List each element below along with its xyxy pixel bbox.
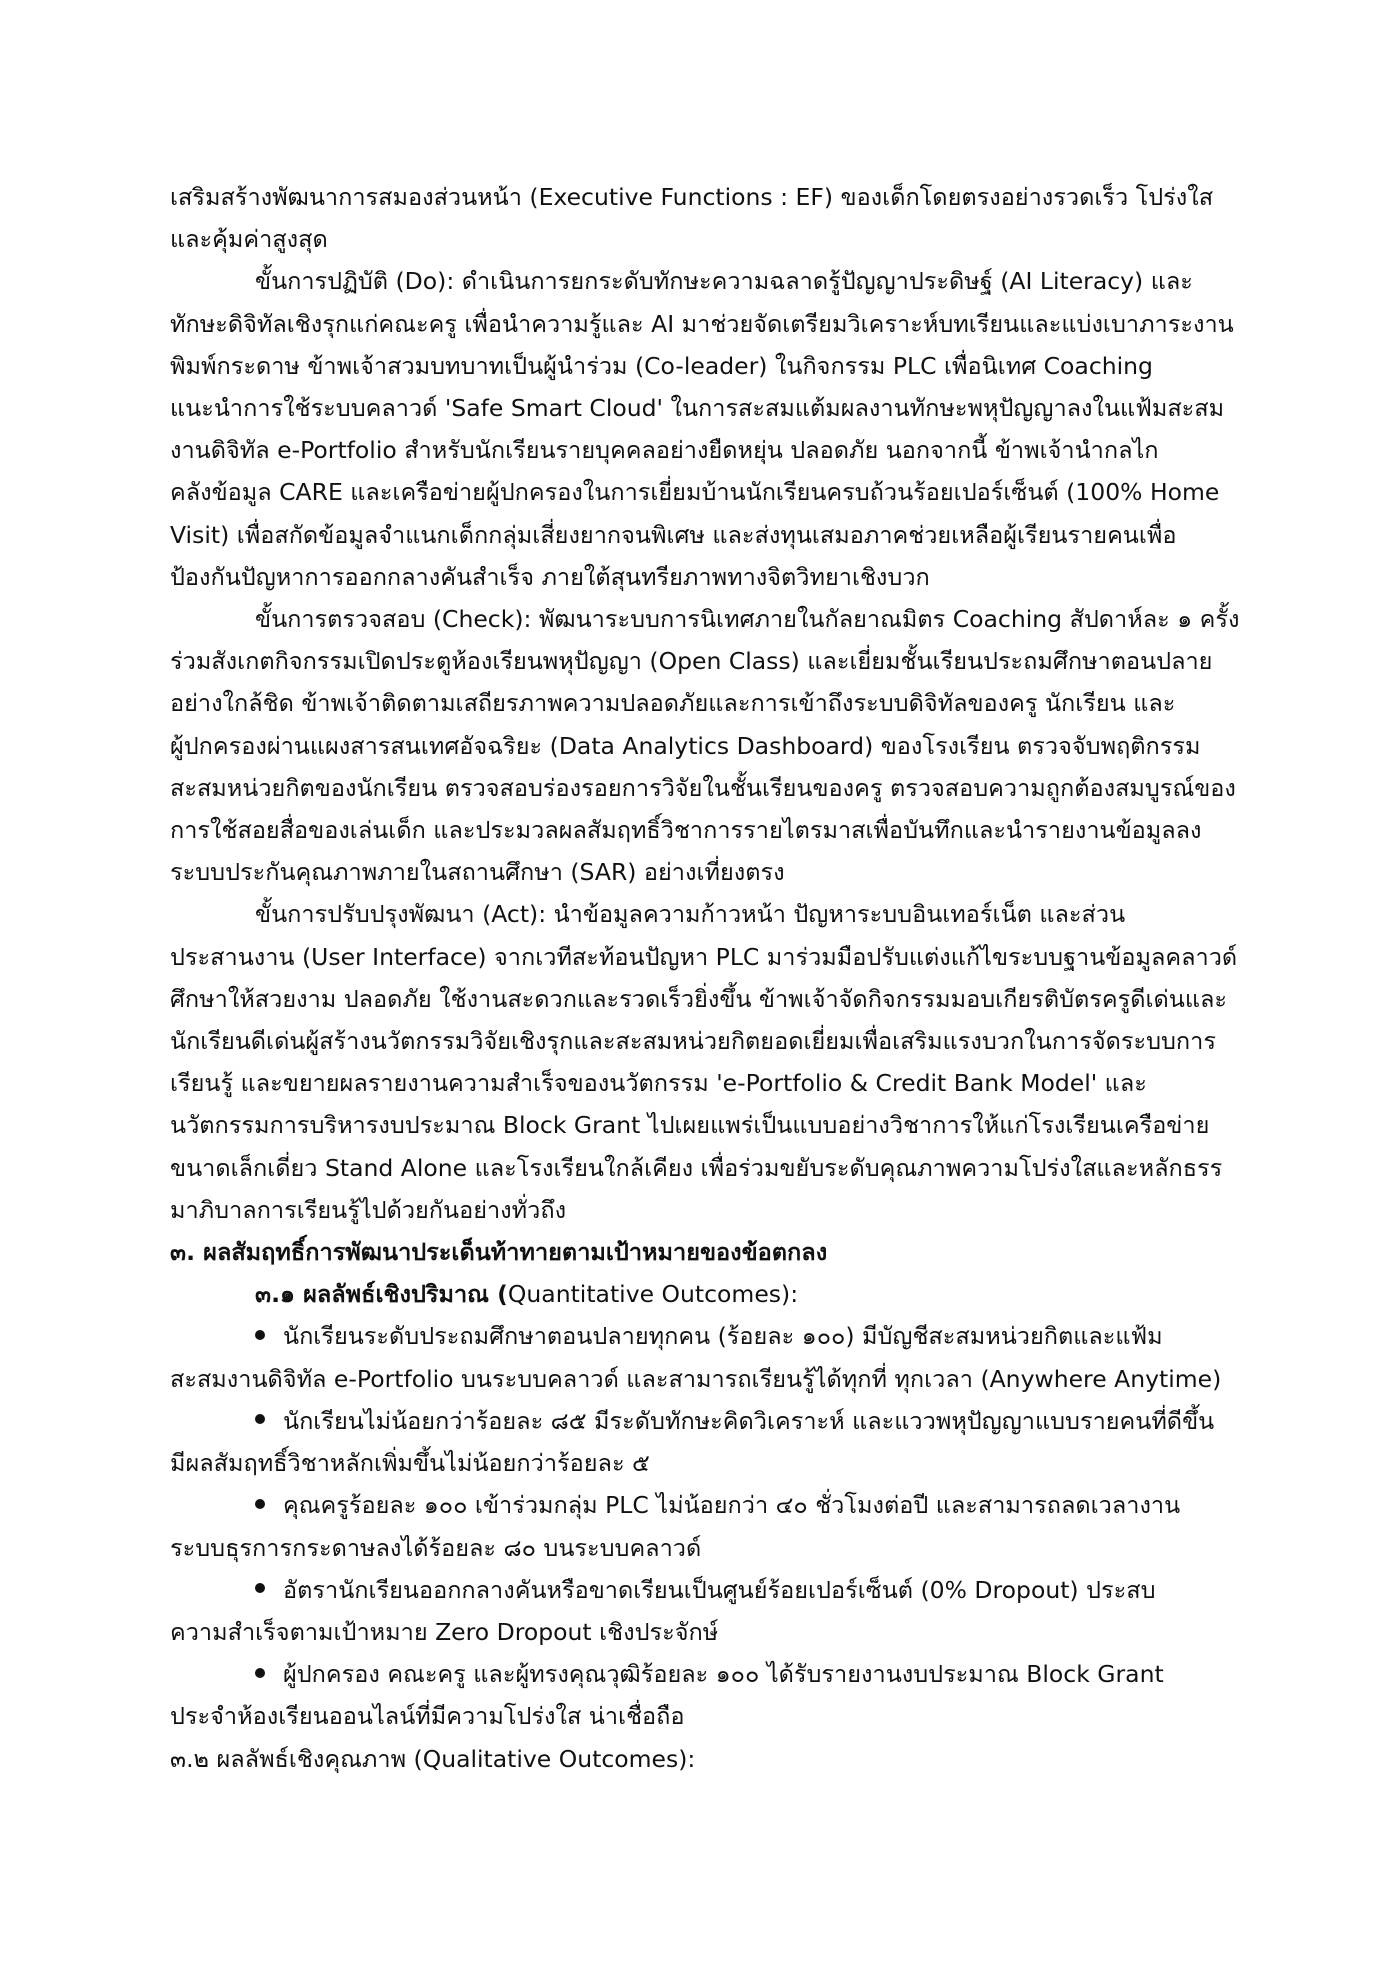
bullet-text: อัตรานักเรียนออกกลางคันหรือขาดเรียนเป็นศูนย์ร้อยเปอร์เซ็นต์ (0% Dropout) ประสบ bbox=[283, 1575, 1156, 1604]
text-line: นวัตกรรมการบริหารงบประมาณ Block Grant ไปเผยแพร่เป็นแบบอย่างวิชาการให้แก่โรงเรียนเครือข่าย bbox=[170, 1111, 1210, 1140]
section-heading: ๓. ผลสัมฤทธิ์การพัฒนาประเด็นท้าทายตามเป้าหมายของข้อตกลง bbox=[170, 1238, 828, 1267]
text-line: ศึกษาให้สวยงาม ปลอดภัย ใช้งานสะดวกและรวดเร็วยิ่งขึ้น ข้าพเจ้าจัดกิจกรรมมอบเกียรติบัตรครูดีเด่นและ bbox=[170, 984, 1228, 1013]
bullet-continuation: สะสมงานดิจิทัล e-Portfolio บนระบบคลาวด์ และสามารถเรียนรู้ได้ทุกที่ ทุกเวลา (Anywhere Anytime) bbox=[170, 1364, 1222, 1393]
bullet-icon bbox=[255, 1668, 265, 1678]
bullet-text: ผู้ปกครอง คณะครู และผู้ทรงคุณวุฒิร้อยละ ๑๐๐ ได้รับรายงานงบประมาณ Block Grant bbox=[283, 1660, 1164, 1689]
text-line: และคุ้มค่าสูงสุด bbox=[170, 225, 328, 254]
text-line: แนะนำการใช้ระบบคลาวด์ 'Safe Smart Cloud' ในการสะสมแต้มผลงานทักษะพหุปัญญาลงในแฟ้มสะสม bbox=[170, 394, 1225, 423]
text-line-check-step: ขั้นการตรวจสอบ (Check): พัฒนาระบบการนิเทศภายในกัลยาณมิตร Coaching สัปดาห์ละ ๑ ครั้ง bbox=[255, 605, 1240, 634]
bullet-icon bbox=[255, 1583, 265, 1593]
text-line: คลังข้อมูล CARE และเครือข่ายผู้ปกครองในการเยี่ยมบ้านนักเรียนครบถ้วนร้อยเปอร์เซ็นต์ (100% Home bbox=[170, 478, 1220, 507]
text-line: การใช้สอยสื่อของเล่นเด็ก และประมวลผลสัมฤทธิ์วิชาการรายไตรมาสเพื่อบันทึกและนำรายงานข้อมูลลง bbox=[170, 816, 1202, 845]
bullet-text: คุณครูร้อยละ ๑๐๐ เข้าร่วมกลุ่ม PLC ไม่น้อยกว่า ๔๐ ชั่วโมงต่อปี และสามารถลดเวลางาน bbox=[283, 1491, 1181, 1520]
text-line: ผู้ปกครองผ่านแผงสารสนเทศอัจฉริยะ (Data Analytics Dashboard) ของโรงเรียน ตรวจจับพฤติกรรม bbox=[170, 731, 1201, 760]
text-line: ระบบประกันคุณภาพภายในสถานศึกษา (SAR) อย่างเที่ยงตรง bbox=[170, 858, 785, 887]
text-line: อย่างใกล้ชิด ข้าพเจ้าติดตามเสถียรภาพความปลอดภัยและการเข้าถึงระบบดิจิทัลของครู นักเรียน และ bbox=[170, 689, 1176, 718]
bullet-text: นักเรียนไม่น้อยกว่าร้อยละ ๘๕ มีระดับทักษะคิดวิเคราะห์ และแววพหุปัญญาแบบรายคนที่ดีขึ้น bbox=[283, 1406, 1215, 1435]
document-page bbox=[170, 176, 1240, 1780]
text-line: ขนาดเล็กเดี่ยว Stand Alone และโรงเรียนใกล้เคียง เพื่อร่วมขยับระดับคุณภาพความโปร่งใสและหลักธรร bbox=[170, 1153, 1223, 1182]
list-item bbox=[170, 1400, 1240, 1484]
bullet-list bbox=[170, 1315, 1240, 1737]
list-item bbox=[170, 1569, 1240, 1653]
subsection-label-en: Quantitative Outcomes): bbox=[507, 1280, 799, 1309]
text-line-act-step: ขั้นการปรับปรุงพัฒนา (Act): นำข้อมูลความก้าวหน้า ปัญหาระบบอินเทอร์เน็ต และส่วน bbox=[255, 900, 1126, 929]
text-line: ร่วมสังเกตกิจกรรมเปิดประตูห้องเรียนพหุปัญญา (Open Class) และเยี่ยมชั้นเรียนประถมศึกษาตอนปลาย bbox=[170, 647, 1213, 676]
text-line: ป้องกันปัญหาการออกกลางคันสำเร็จ ภายใต้สุนทรียภาพทางจิตวิทยาเชิงบวก bbox=[170, 562, 930, 591]
bullet-continuation: ประจำห้องเรียนออนไลน์ที่มีความโปร่งใส น่าเชื่อถือ bbox=[170, 1702, 685, 1731]
text-line-do-step: ขั้นการปฏิบัติ (Do): ดำเนินการยกระดับทักษะความฉลาดรู้ปัญญาประดิษฐ์ (AI Literacy) และ bbox=[255, 267, 1193, 296]
bullet-continuation: มีผลสัมฤทธิ์วิชาหลักเพิ่มขึ้นไม่น้อยกว่าร้อยละ ๕ bbox=[170, 1449, 650, 1478]
subsection-heading-quantitative bbox=[170, 1273, 1240, 1315]
paragraph-block bbox=[170, 176, 1240, 1231]
text-line: นักเรียนดีเด่นผู้สร้างนวัตกรรมวิจัยเชิงรุกและสะสมหน่วยกิตยอดเยี่ยมเพื่อเสริมแรงบวกในการจัดระบบการ bbox=[170, 1027, 1216, 1056]
text-line: เรียนรู้ และขยายผลรายงานความสำเร็จของนวัตกรรม 'e-Portfolio & Credit Bank Model' และ bbox=[170, 1069, 1147, 1098]
bullet-icon bbox=[255, 1330, 265, 1340]
bullet-continuation: ระบบธุรการกระดาษลงได้ร้อยละ ๘๐ บนระบบคลาวด์ bbox=[170, 1533, 702, 1562]
text-line: ประสานงาน (User Interface) จากเวทีสะท้อนปัญหา PLC มาร่วมมือปรับแต่งแก้ไขระบบฐานข้อมูลคลาวด์ bbox=[170, 942, 1238, 971]
subsection-label: ๓.๑ ผลลัพธ์เชิงปริมาณ ( bbox=[255, 1280, 508, 1309]
subsection-heading-qualitative: ๓.๒ ผลลัพธ์เชิงคุณภาพ (Qualitative Outcomes): bbox=[170, 1744, 696, 1773]
text-line: เสริมสร้างพัฒนาการสมองส่วนหน้า (Executive Functions : EF) ของเด็กโดยตรงอย่างรวดเร็ว โปร่งใส bbox=[170, 183, 1214, 211]
bullet-icon bbox=[255, 1499, 265, 1509]
text-line: พิมพ์กระดาษ ข้าพเจ้าสวมบทบาทเป็นผู้นำร่วม (Co-leader) ในกิจกรรม PLC เพื่อนิเทศ Coaching bbox=[170, 351, 1153, 380]
text-line: มาภิบาลการเรียนรู้ไปด้วยกันอย่างทั่วถึง bbox=[170, 1195, 567, 1224]
bullet-continuation: ความสำเร็จตามเป้าหมาย Zero Dropout เชิงประจักษ์ bbox=[170, 1617, 719, 1646]
bullet-text: นักเรียนระดับประถมศึกษาตอนปลายทุกคน (ร้อยละ ๑๐๐) มีบัญชีสะสมหน่วยกิตและแฟ้ม bbox=[283, 1322, 1163, 1351]
text-line: Visit) เพื่อสกัดข้อมูลจำแนกเด็กกลุ่มเสี่ยงยากจนพิเศษ และส่งทุนเสมอภาคช่วยเหลือผู้เรียนรายคนเพื่อ bbox=[170, 520, 1177, 549]
bullet-icon bbox=[255, 1414, 265, 1424]
list-item bbox=[170, 1315, 1240, 1399]
text-line: สะสมหน่วยกิตของนักเรียน ตรวจสอบร่องรอยการวิจัยในชั้นเรียนของครู ตรวจสอบความถูกต้องสมบูรณ์ของ bbox=[170, 773, 1236, 802]
list-item bbox=[170, 1484, 1240, 1568]
list-item bbox=[170, 1653, 1240, 1737]
text-line: งานดิจิทัล e-Portfolio สำหรับนักเรียนรายบุคคลอย่างยืดหยุ่น ปลอดภัย นอกจากนี้ ข้าพเจ้านำกลไก bbox=[170, 436, 1159, 465]
text-line: ทักษะดิจิทัลเชิงรุกแก่คณะครู เพื่อนำความรู้และ AI มาช่วยจัดเตรียมวิเคราะห์บทเรียนและแบ่งเบาภาระงาน bbox=[170, 309, 1234, 338]
